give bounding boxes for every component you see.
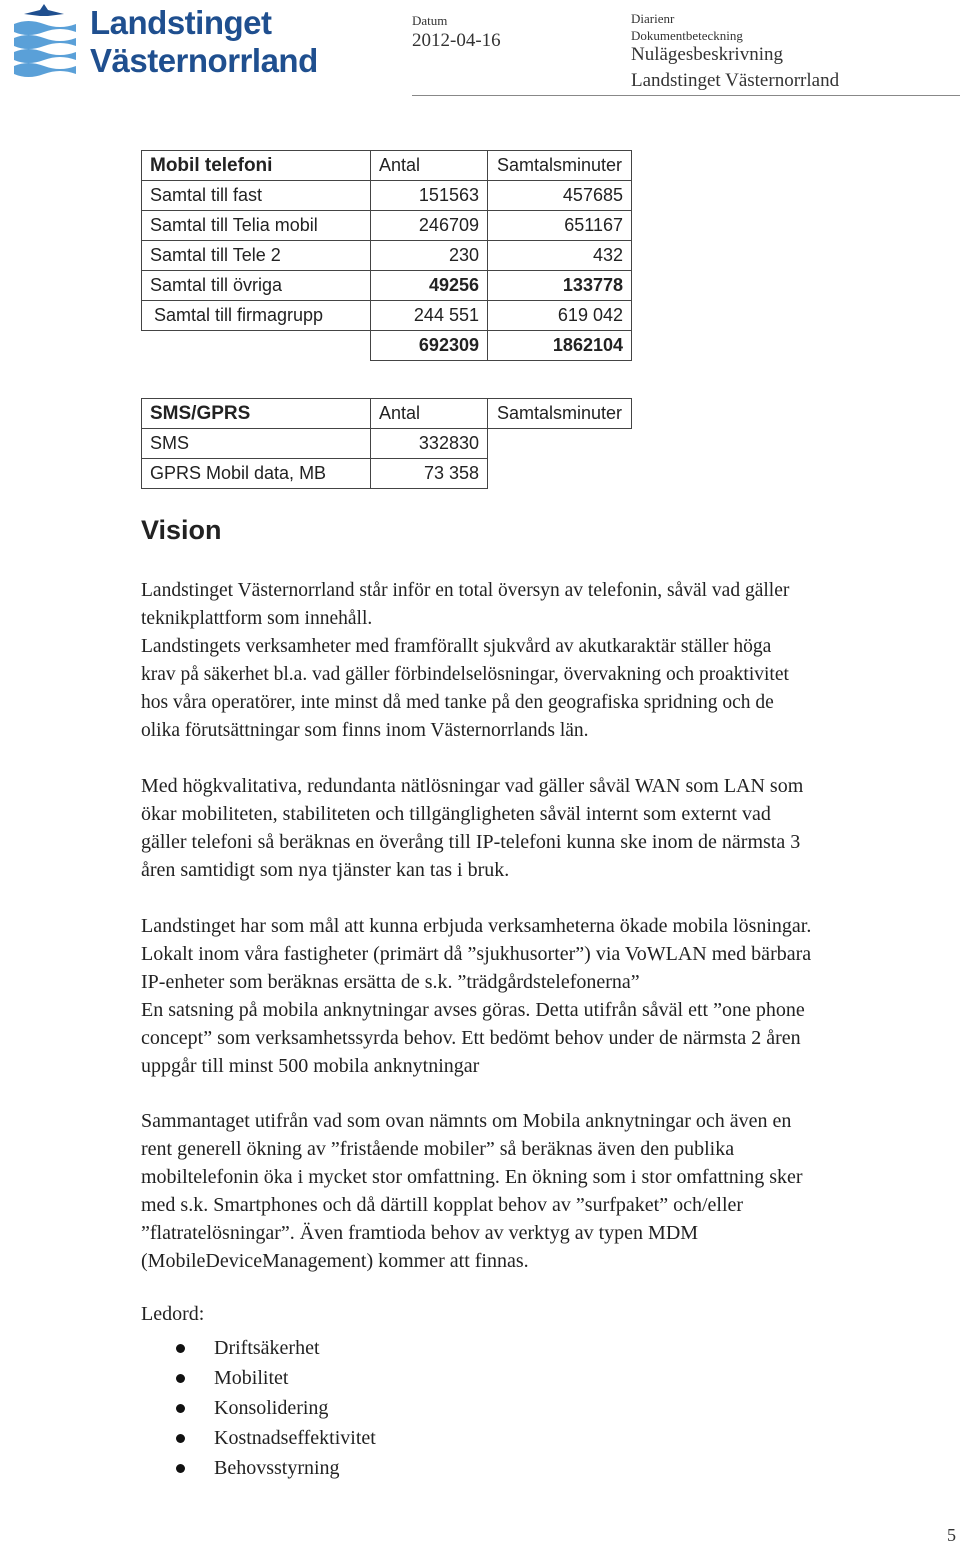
organization-name: Landstinget Västernorrland	[631, 70, 840, 91]
row-minuter-empty	[488, 459, 632, 489]
row-label: Samtal till firmagrupp	[142, 301, 371, 331]
logo-waves-icon	[10, 4, 80, 84]
row-antal: 49256	[371, 271, 488, 301]
list-item-text: Konsolidering	[214, 1397, 329, 1419]
paragraph-line: uppgår till minst 500 mobila anknytningar	[141, 1055, 480, 1077]
row-antal: 73 358	[371, 459, 488, 489]
paragraph-1	[141, 577, 956, 745]
paragraph-line: En satsning på mobila anknytningar avses göras. Detta utifrån såväl ett ”one phone	[141, 999, 805, 1021]
row-minuter: 651167	[488, 211, 632, 241]
column-header-samtalsminuter: Samtalsminuter	[488, 399, 632, 429]
list-item	[141, 1453, 376, 1483]
row-antal: 151563	[371, 181, 488, 211]
total-empty-cell	[142, 331, 371, 361]
bullet-icon	[176, 1464, 185, 1473]
bullet-icon	[176, 1344, 185, 1353]
paragraph-line: mobiltelefonin öka i mycket stor omfattning. En ökning som i stor omfattning sker	[141, 1166, 803, 1188]
paragraph-line: Landstingets verksamheter med framförallt sjukvård av akutkaraktär ställer höga	[141, 636, 772, 657]
list-item-text: Mobilitet	[214, 1367, 289, 1389]
paragraph-line: concept” som verksamhetssyrda behov. Ett bedömt behov under de närmsta 2 åren	[141, 1027, 801, 1049]
row-minuter: 133778	[488, 271, 632, 301]
total-antal: 692309	[371, 331, 488, 361]
list-item	[141, 1363, 376, 1393]
column-header-samtalsminuter: Samtalsminuter	[488, 151, 632, 181]
paragraph-line: krav på säkerhet bl.a. vad gäller förbindelselösningar, övervakning och proaktivitet	[141, 664, 789, 685]
paragraph-line: Landstinget har som mål att kunna erbjuda verksamheterna ökade mobila lösningar.	[141, 915, 812, 937]
logo	[10, 4, 340, 84]
paragraph-line: (MobileDeviceManagement) kommer att finnas.	[141, 1250, 529, 1272]
row-minuter: 619 042	[488, 301, 632, 331]
row-minuter-empty	[488, 429, 632, 459]
header-divider	[412, 95, 960, 96]
row-antal: 332830	[371, 429, 488, 459]
paragraph-line: med s.k. Smartphones och då därtill kopplat behov av ”surfpaket” och/eller	[141, 1194, 744, 1216]
paragraph-line: Sammantaget utifrån vad som ovan nämnts om Mobila anknytningar och även en	[141, 1110, 792, 1132]
row-antal: 244 551	[371, 301, 488, 331]
table-row	[142, 181, 632, 211]
row-label: SMS	[142, 429, 371, 459]
diarienr-label: Diarienr	[631, 11, 675, 26]
table-total-row	[142, 331, 632, 361]
list-item-text: Driftsäkerhet	[214, 1337, 320, 1359]
table-row	[142, 459, 632, 489]
paragraph-line: IP-enheter som beräknas ersätta de s.k. ”trädgårdstelefonerna”	[141, 971, 640, 993]
table-row	[142, 211, 632, 241]
column-header-antal: Antal	[371, 151, 488, 181]
ledord-list	[141, 1333, 376, 1483]
paragraph-line: rent generell ökning av ”fristående mobiler” så beräknas även den publika	[141, 1138, 735, 1160]
table-header-row	[142, 399, 632, 429]
vision-heading: Vision	[141, 515, 222, 545]
mobil-telefoni-table	[141, 150, 632, 361]
paragraph-line: gäller telefoni så beräknas en överång till IP-telefoni kunna ske inom de närmsta 3	[141, 831, 801, 853]
sms-gprs-table	[141, 398, 632, 489]
list-item-text: Behovsstyrning	[214, 1457, 340, 1479]
logo-text-line1: Landstinget	[90, 4, 272, 41]
datum-value: 2012-04-16	[412, 30, 501, 51]
page-number: 5	[947, 1525, 956, 1545]
row-antal: 246709	[371, 211, 488, 241]
paragraph-line: teknikplattform som innehåll.	[141, 608, 373, 629]
table-row	[142, 241, 632, 271]
total-minuter: 1862104	[488, 331, 632, 361]
paragraph-4	[141, 1107, 956, 1275]
ledord-label: Ledord:	[141, 1303, 205, 1325]
paragraph-3	[141, 912, 956, 1080]
list-item	[141, 1393, 376, 1423]
table-row	[142, 301, 632, 331]
row-minuter: 432	[488, 241, 632, 271]
paragraph-line: Lokalt inom våra fastigheter (primärt då ”sjukhusorter”) via VoWLAN med bärbara	[141, 943, 812, 965]
list-item	[141, 1423, 376, 1453]
paragraph-line: Med högkvalitativa, redundanta nätlösningar vad gäller såväl WAN som LAN som	[141, 775, 804, 797]
row-label: GPRS Mobil data, MB	[142, 459, 371, 489]
row-minuter: 457685	[488, 181, 632, 211]
column-header-antal: Antal	[371, 399, 488, 429]
row-label: Samtal till Telia mobil	[142, 211, 371, 241]
paragraph-line: åren samtidigt som nya tjänster kan tas i bruk.	[141, 859, 510, 881]
datum-label: Datum	[412, 13, 448, 28]
table-title: Mobil telefoni	[142, 151, 371, 181]
paragraph-line: ökar mobiliteten, stabiliteten och tillgängligheten såväl internt som externt vad	[141, 803, 771, 825]
bullet-icon	[176, 1374, 185, 1383]
table-header-row	[142, 151, 632, 181]
row-label: Samtal till övriga	[142, 271, 371, 301]
paragraph-line: hos våra operatörer, inte minst då med tanke på den geografiska spridning och de	[141, 692, 774, 713]
bullet-icon	[176, 1434, 185, 1443]
list-item-text: Kostnadseffektivitet	[214, 1427, 376, 1449]
dokumentbeteckning-value: Nulägesbeskrivning	[631, 44, 783, 65]
bullet-icon	[176, 1404, 185, 1413]
logo-text-line2: Västernorrland	[90, 42, 318, 79]
paragraph-2	[141, 772, 956, 884]
table-row	[142, 271, 632, 301]
row-label: Samtal till Tele 2	[142, 241, 371, 271]
paragraph-line: ”flatratelösningar”. Även framtioda behov av verktyg av typen MDM	[141, 1222, 699, 1244]
paragraph-line: Landstinget Västernorrland står inför en total översyn av telefonin, såväl vad gäller	[141, 580, 790, 601]
row-antal: 230	[371, 241, 488, 271]
table-title: SMS/GPRS	[142, 399, 371, 429]
row-label: Samtal till fast	[142, 181, 371, 211]
list-item	[141, 1333, 376, 1363]
paragraph-line: olika förutsättningar som finns inom Västernorrlands län.	[141, 720, 589, 741]
dokumentbeteckning-label: Dokumentbeteckning	[631, 28, 743, 43]
table-row	[142, 429, 632, 459]
